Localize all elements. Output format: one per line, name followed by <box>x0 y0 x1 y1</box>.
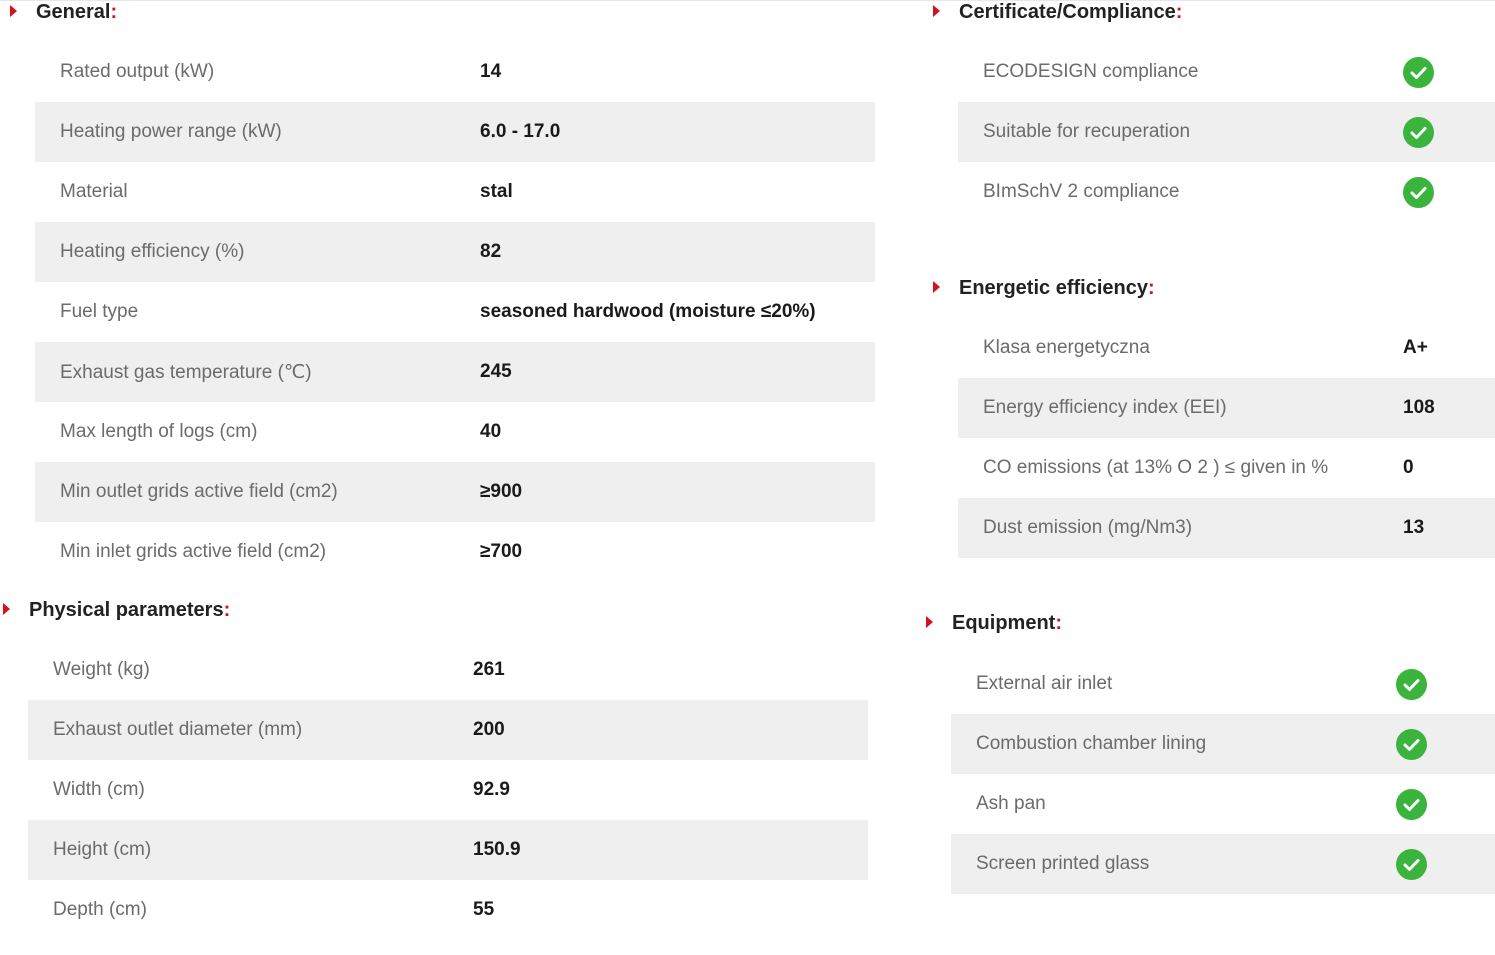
spec-label: Exhaust gas temperature (℃) <box>60 361 312 383</box>
table-row <box>35 522 875 582</box>
spec-value: ≥700 <box>480 541 523 562</box>
spec-label: Weight (kg) <box>53 659 150 680</box>
table-row <box>35 162 875 222</box>
spec-value: 14 <box>480 61 502 82</box>
table-row <box>35 402 875 462</box>
spec-label: CO emissions (at 13% O 2 ) ≤ given in % <box>983 457 1329 478</box>
physical-title: Physical parameters <box>29 599 224 621</box>
spec-value: 245 <box>480 361 512 382</box>
spec-label: Depth (cm) <box>53 899 147 920</box>
spec-value: 6.0 - 17.0 <box>480 121 561 142</box>
spec-label: Ash pan <box>976 793 1046 814</box>
spec-label: Heating power range (kW) <box>60 121 282 142</box>
energetic-table <box>958 318 1495 558</box>
table-row <box>958 102 1495 162</box>
table-row <box>958 378 1495 438</box>
check-circle-icon <box>1396 789 1427 820</box>
spec-value: 40 <box>480 421 502 442</box>
table-row <box>951 774 1495 834</box>
certificate-table <box>958 42 1495 222</box>
caret-right-icon <box>3 603 10 615</box>
table-row <box>951 714 1495 774</box>
spec-label: Heating efficiency (%) <box>60 241 245 262</box>
spec-label: Dust emission (mg/Nm3) <box>983 517 1193 538</box>
caret-right-icon <box>933 281 940 293</box>
spec-value: stal <box>480 181 513 202</box>
table-row <box>951 654 1495 714</box>
certificate-title: Certificate/Compliance <box>959 1 1176 23</box>
general-table <box>35 42 875 582</box>
table-row <box>28 880 868 940</box>
spec-value: 82 <box>480 241 502 262</box>
check-circle-icon <box>1396 849 1427 880</box>
spec-label: ECODESIGN compliance <box>983 61 1199 82</box>
spec-label: Material <box>60 181 128 202</box>
spec-value: 150.9 <box>473 839 521 860</box>
spec-label: Energy efficiency index (EEI) <box>983 397 1227 418</box>
table-row <box>35 42 875 102</box>
spec-value: 200 <box>473 719 505 740</box>
spec-label: External air inlet <box>976 673 1113 694</box>
table-row <box>951 834 1495 894</box>
table-row <box>958 498 1495 558</box>
spec-label: Rated output (kW) <box>60 61 215 82</box>
energetic-title: Energetic efficiency <box>959 277 1148 299</box>
spec-label: Min inlet grids active field (cm2) <box>60 541 327 562</box>
check-circle-icon <box>1403 177 1434 208</box>
spec-value: 55 <box>473 899 495 920</box>
equipment-table <box>951 654 1495 894</box>
table-row <box>28 640 868 700</box>
table-row <box>35 102 875 162</box>
table-row <box>35 462 875 522</box>
spec-label: BImSchV 2 compliance <box>983 181 1180 202</box>
table-row <box>35 222 875 282</box>
check-circle-icon <box>1396 669 1427 700</box>
spec-value: 13 <box>1403 517 1425 538</box>
spec-label: Klasa energetyczna <box>983 337 1150 358</box>
physical-table <box>28 640 868 940</box>
table-row <box>35 282 875 342</box>
spec-label: Min outlet grids active field (cm2) <box>60 481 338 502</box>
table-row <box>28 760 868 820</box>
table-row <box>958 42 1495 102</box>
spec-value: 92.9 <box>473 779 510 800</box>
top-divider <box>0 0 1495 1</box>
table-row <box>958 162 1495 222</box>
check-circle-icon <box>1403 57 1434 88</box>
spec-label: Exhaust outlet diameter (mm) <box>53 719 303 740</box>
spec-label: Max length of logs (cm) <box>60 421 258 442</box>
table-row <box>28 820 868 880</box>
caret-right-icon <box>926 616 933 628</box>
spec-label: Height (cm) <box>53 839 152 860</box>
spec-value: A+ <box>1403 337 1428 358</box>
spec-label: Fuel type <box>60 301 139 322</box>
table-row <box>958 318 1495 378</box>
check-circle-icon <box>1396 729 1427 760</box>
table-row <box>35 342 875 402</box>
spec-value: 0 <box>1403 457 1414 478</box>
equipment-title: Equipment <box>952 612 1056 634</box>
table-row <box>28 700 868 760</box>
spec-label: Combustion chamber lining <box>976 733 1207 754</box>
spec-label: Screen printed glass <box>976 853 1150 874</box>
caret-right-icon <box>10 5 17 17</box>
spec-label: Suitable for recuperation <box>983 121 1191 142</box>
spec-value: 108 <box>1403 397 1435 418</box>
spec-value: ≥900 <box>480 481 523 502</box>
check-circle-icon <box>1403 117 1434 148</box>
caret-right-icon <box>933 5 940 17</box>
table-row <box>958 438 1495 498</box>
spec-value: 261 <box>473 659 505 680</box>
general-title: General <box>36 1 111 23</box>
spec-value: seasoned hardwood (moisture ≤20%) <box>480 301 816 322</box>
spec-label: Width (cm) <box>53 779 145 800</box>
